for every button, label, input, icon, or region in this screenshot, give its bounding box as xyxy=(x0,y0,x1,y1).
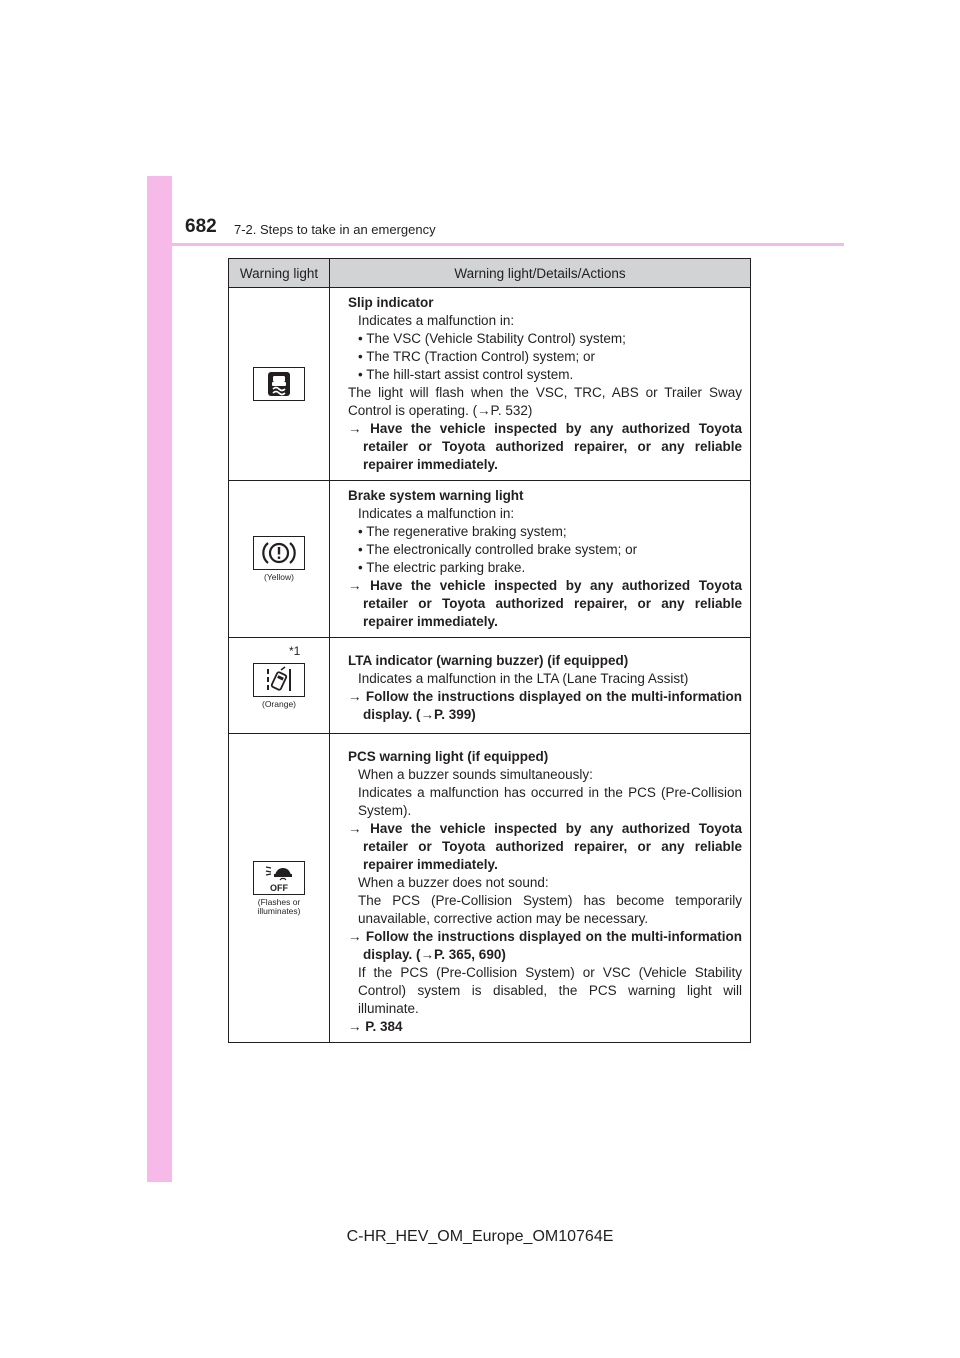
pcs-off-label: OFF xyxy=(270,882,288,893)
lta-indicator-icon xyxy=(253,663,305,697)
slip-indicator-icon xyxy=(253,367,305,401)
detail-bullet: • The electronically controlled brake system; or xyxy=(358,542,638,557)
row-title: PCS warning light (if equipped) xyxy=(348,749,549,764)
row-title: LTA indicator (warning buzzer) (if equipped) xyxy=(348,653,629,668)
detail-bullet: • The hill-start assist control system. xyxy=(358,367,574,382)
side-color-band xyxy=(147,176,172,1182)
header-rule xyxy=(172,243,844,246)
footnote-marker: *1 xyxy=(289,644,301,658)
icon-color-caption: (Flashes or illuminates) xyxy=(257,896,301,916)
icon-cell xyxy=(229,288,330,481)
action-text: → P. 384 xyxy=(348,1019,403,1034)
icon-cell xyxy=(229,638,330,734)
detail-line: Indicates a malfunction in: xyxy=(358,506,515,521)
row-title: Brake system warning light xyxy=(348,488,524,503)
detail-paragraph: The light will flash when the VSC, TRC, ABS or Trailer Sway Control is operating. (→P. 532) xyxy=(348,385,742,418)
table-row xyxy=(229,734,751,1043)
action-text: → Follow the instructions displayed on the multi-information display. (→P. 399) xyxy=(348,689,742,722)
detail-bullet: • The TRC (Traction Control) system; or xyxy=(358,349,596,364)
details-cell xyxy=(330,288,751,481)
detail-bullet: • The regenerative braking system; xyxy=(358,524,567,539)
document-id: C-HR_HEV_OM_Europe_OM10764E xyxy=(346,1228,614,1245)
brake-warning-icon xyxy=(253,536,305,570)
row-title: Slip indicator xyxy=(348,295,434,310)
detail-line: If the PCS (Pre-Collision System) or VSC (Vehicle Stability Control) system is disabled, the PCS warning light will illuminate. xyxy=(358,965,742,1016)
detail-bullet: • The VSC (Vehicle Stability Control) system; xyxy=(358,331,626,346)
action-text: → Have the vehicle inspected by any authorized Toyota retailer or Toyota authorized repairer, or any reliable repairer immediately. xyxy=(348,821,742,872)
detail-line: Indicates a malfunction in: xyxy=(358,313,515,328)
action-text: → Have the vehicle inspected by any authorized Toyota retailer or Toyota authorized repairer, or any reliable repairer immediately. xyxy=(348,421,742,472)
details-cell xyxy=(330,481,751,638)
col-header-warning-light: Warning light xyxy=(229,259,330,288)
details-cell xyxy=(330,734,751,1043)
table-row xyxy=(229,288,751,481)
pcs-warning-icon xyxy=(253,861,305,895)
page-number: 682 xyxy=(185,216,217,237)
detail-line: When a buzzer sounds simultaneously: xyxy=(358,767,593,782)
table-row xyxy=(229,481,751,638)
icon-color-caption: (Yellow) xyxy=(264,572,294,582)
table-header-row xyxy=(229,259,751,288)
icon-cell xyxy=(229,734,330,1043)
action-text: → Follow the instructions displayed on the multi-information display. (→P. 365, 690) xyxy=(348,929,742,962)
detail-line: Indicates a malfunction in the LTA (Lane Tracing Assist) xyxy=(358,671,689,686)
detail-bullet: • The electric parking brake. xyxy=(358,560,526,575)
icon-cell xyxy=(229,481,330,638)
detail-line: The PCS (Pre-Collision System) has become temporarily unavailable, corrective action may be necessary. xyxy=(358,893,742,926)
col-header-details: Warning light/Details/Actions xyxy=(330,259,751,288)
detail-line: When a buzzer does not sound: xyxy=(358,875,549,890)
icon-color-caption: (Orange) xyxy=(261,698,296,709)
action-text: → Have the vehicle inspected by any authorized Toyota retailer or Toyota authorized repairer, or any reliable repairer immediately. xyxy=(348,578,742,629)
table-row xyxy=(229,638,751,734)
details-cell xyxy=(330,638,751,734)
section-title: 7-2. Steps to take in an emergency xyxy=(234,222,436,237)
detail-line: Indicates a malfunction has occurred in the PCS (Pre-Collision System). xyxy=(358,785,742,818)
warning-light-table xyxy=(228,258,751,1043)
